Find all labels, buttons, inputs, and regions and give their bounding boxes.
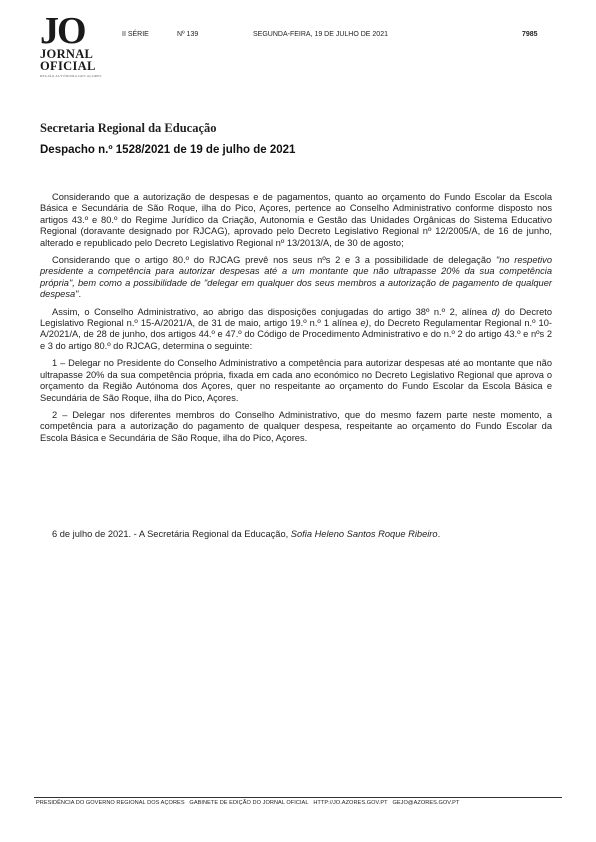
signatory-name: Sofia Heleno Santos Roque Ribeiro <box>290 529 438 539</box>
paragraph: 1 – Delegar no Presidente do Conselho Administrativo a competência para autorizar despesas até ao montante que não ultrapasse 20% da sua competência própria, fixada em cada ano económico no Decreto Legislativo Regional que aprova o orçamento da Região Autónoma dos Açores, quer no respeitante ao orçamento do Fundo Escolar da Escola Básica e Secundária de São Roque, ilha do Pico, Açores. <box>40 358 552 403</box>
logo-mark: JO <box>40 10 85 52</box>
page-number: 7985 <box>522 31 538 38</box>
issue-date: SEGUNDA-FEIRA, 19 DE JULHO DE 2021 <box>253 31 388 38</box>
logo-tagline: REGIÃO AUTÓNOMA DOS AÇORES <box>40 74 102 78</box>
footer-presidencia: PRESIDÊNCIA DO GOVERNO REGIONAL DOS AÇORES <box>36 800 185 806</box>
section-title: Secretaria Regional da Educação <box>40 121 217 135</box>
paragraph: Considerando que a autorização de despesas e de pagamentos, quanto ao orçamento do Fundo Escolar da Escola Básica e Secundária de São Roque, ilha do Pico, Açores, pertence ao Conselho Administrativo conforme disposto nos artigos 43.º e 80.º do Regime Jurídico da Criação, Autonomia e Gestão das Unidades Orgânicas do Sistema Educativo Regional (doravante designado por RJCAG), aprovado pelo Decreto Legislativo Regional nº 12/2005/A, de 16 de junho, alterado e republicado pelo Decreto Legislativo Regional nº 13/2013/A, de 30 de agosto; <box>40 192 552 248</box>
paragraph: 2 – Delegar nos diferentes membros do Conselho Administrativo, que do mesmo fazem parte neste momento, a competência para a autorização do pagamento de qualquer despesa, respeitante ao orçamento do Fundo Escolar da Escola Básica e Secundária de São Roque, ilha do Pico, Açores. <box>40 409 552 443</box>
logo-line-jornal: JORNAL <box>40 47 94 61</box>
document-body <box>40 192 552 450</box>
quoted-text: "no respetivo presidente a competência para autorizar despesas até a um montante que não ultrapasse 20% da sua competência própria", bem como a possibilidade de "delegar em qualquer dos seus membros a autorização de pagamento de qualquer despesa" <box>40 255 552 300</box>
footer-gabinete: GABINETE DE EDIÇÃO DO JORNAL OFICIAL <box>189 800 309 806</box>
footer-divider <box>34 797 562 798</box>
footer-email: GEJO@AZORES.GOV.PT <box>392 800 460 806</box>
issue-number: Nº 139 <box>177 31 199 38</box>
jornal-oficial-logo <box>40 10 102 78</box>
logo-line-oficial: OFICIAL <box>40 59 96 73</box>
paragraph: Considerando que o artigo 80.º do RJCAG prevê nos seus nºs 2 e 3 a possibilidade de delegação "no respetivo presidente a competência para autorizar despesas até a um montante que não ultrapasse 20% da sua competência própria", bem como a possibilidade de "delegar em qualquer dos seus membros a autorização de pagamento de qualquer despesa". <box>40 255 552 300</box>
signature-line: 6 de julho de 2021. - A Secretária Regional da Educação, Sofia Heleno Santos Roque Ribeiro. <box>52 529 441 539</box>
paragraph: Assim, o Conselho Administrativo, ao abrigo das disposições conjugadas do artigo 38º n.º 2, alínea d) do Decreto Legislativo Regional n.º 15-A/2021/A, de 31 de maio, artigo 19.º n.º 1 alínea e), do Decreto Regulamentar Regional n.º 10-A/2021/A, de 28 de junho, dos artigos 44.º e 47.º do Código de Procedimento Administrativo e do n.º 2 do artigo 43.º e nºs 2 e 3 do artigo 80.º do RJCAG, determina o seguinte: <box>40 306 553 351</box>
serie-label: II SÉRIE <box>122 31 149 38</box>
footer-url: HTTP://JO.AZORES.GOV.PT <box>313 800 388 806</box>
footer <box>36 800 459 806</box>
despacho-title: Despacho n.º 1528/2021 de 19 de julho de 2021 <box>40 144 296 156</box>
